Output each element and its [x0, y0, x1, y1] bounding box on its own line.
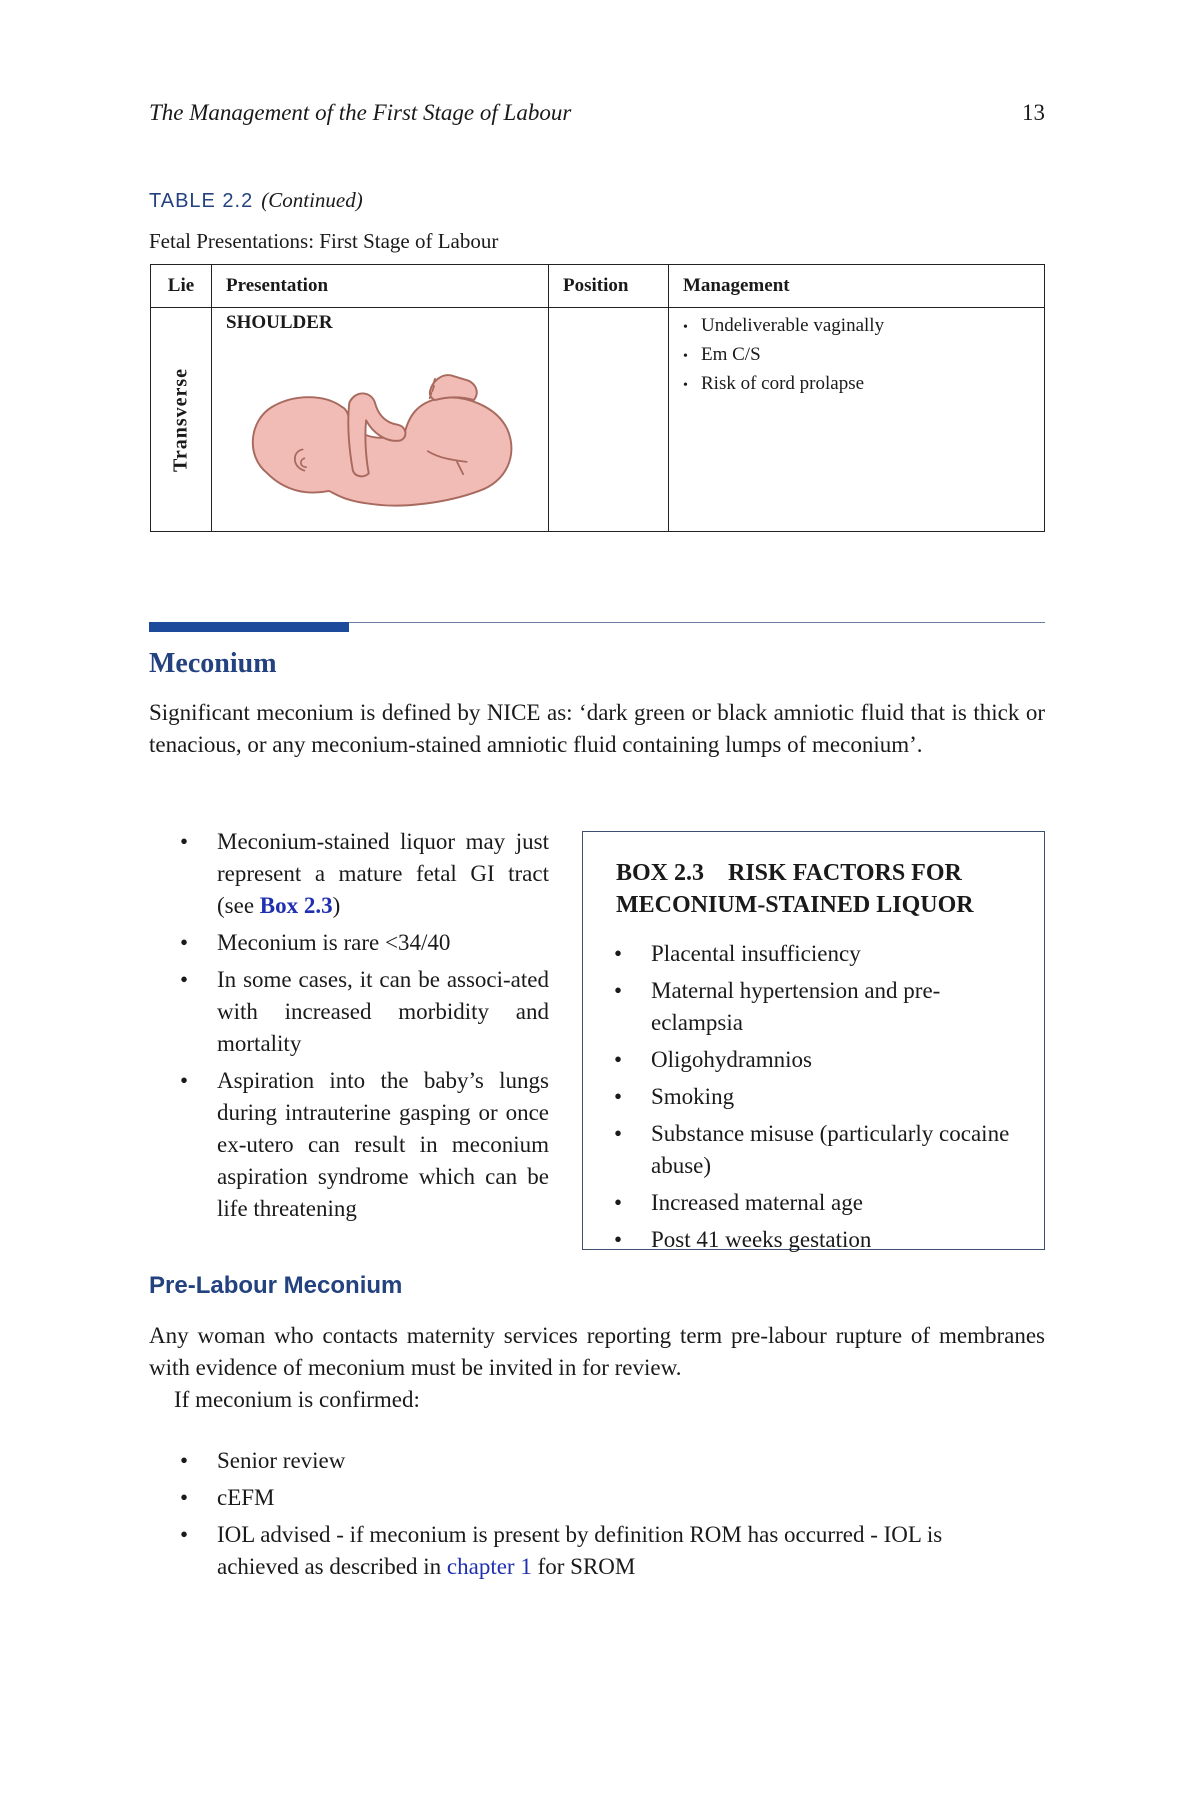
box-title-line-2: MECONIUM-STAINED LIQUOR: [616, 892, 974, 918]
table-number: TABLE 2.2: [149, 190, 254, 212]
lie-label: Transverse: [169, 367, 192, 472]
chapter-1-link[interactable]: chapter 1: [446, 1554, 532, 1579]
running-header-title: The Management of the First Stage of Labour: [149, 100, 572, 125]
list-item-text: IOL advised - if meconium is present by definition ROM has occurred - IOL is achieved as described in: [217, 1522, 943, 1579]
list-item: • Increased maternal age: [583, 1187, 1023, 1219]
list-item: • Oligohydramnios: [583, 1044, 1023, 1076]
box-title-line-1: BOX 2.3 RISK FACTORS FOR: [616, 860, 962, 886]
list-item-text: for SROM: [531, 1554, 636, 1579]
meconium-definition-paragraph: Significant meconium is defined by NICE as: ‘dark green or black amniotic fluid that is thick or tenacious, or any meconium-stained amniotic fluid containing lumps of meconium’.: [149, 700, 1045, 757]
pre-labour-lead: If meconium is confirmed:: [174, 1387, 420, 1412]
section-heading-pre-labour-meconium: Pre-Labour Meconium: [149, 1272, 403, 1299]
table-continued: (Continued): [261, 188, 363, 212]
column-header-presentation: Presentation: [212, 265, 549, 308]
section-heading-meconium: Meconium: [149, 648, 277, 679]
list-item: • In some cases, it can be associ-ated with increased morbidity and mortality: [149, 964, 549, 1060]
list-item: • Placental insufficiency: [583, 938, 1023, 970]
list-item: • Senior review: [149, 1445, 1029, 1477]
box-title: [616, 857, 974, 921]
risk-factors-list: [583, 938, 1023, 1261]
list-item: • Smoking: [583, 1081, 1023, 1113]
management-cell: [669, 308, 1045, 532]
column-header-management: Management: [669, 265, 1045, 308]
list-item: • Maternal hypertension and pre-eclampsia: [583, 975, 1023, 1039]
section-divider-accent: [149, 622, 349, 632]
list-item: • Substance misuse (particularly cocaine abuse): [583, 1118, 1023, 1182]
list-item: • Meconium is rare <34/40: [149, 927, 549, 959]
box-2-3-link[interactable]: Box 2.3: [259, 893, 333, 918]
position-cell: [549, 308, 669, 532]
page-number: 13: [1022, 100, 1045, 125]
pre-labour-bullet-list: [149, 1445, 1029, 1588]
fetus-transverse-illustration: [232, 348, 532, 528]
table-label: [149, 188, 363, 213]
list-item: [149, 1519, 1029, 1583]
column-header-lie: Lie: [151, 265, 212, 308]
management-item: • Em C/S: [683, 341, 1044, 370]
management-item: • Undeliverable vaginally: [683, 312, 1044, 341]
list-item: • Aspiration into the baby’s lungs during intrauterine gasping or once ex-utero can result in meconium aspiration syndrome which can be life threatening: [149, 1065, 549, 1225]
list-item-text: ): [332, 893, 341, 918]
table-caption: Fetal Presentations: First Stage of Labour: [149, 229, 499, 253]
table-row: [151, 308, 1045, 532]
table-header-row: [151, 265, 1045, 308]
list-item: [149, 826, 549, 922]
list-item: • Post 41 weeks gestation: [583, 1224, 1023, 1256]
presentation-label: SHOULDER: [226, 312, 333, 333]
pre-labour-paragraph: Any woman who contacts maternity services reporting term pre-labour rupture of membranes with evidence of meconium must be invited in for review.: [149, 1323, 1045, 1380]
risk-factors-box: [582, 831, 1045, 1250]
list-item: • cEFM: [149, 1482, 1029, 1514]
column-header-position: Position: [549, 265, 669, 308]
management-list: [669, 312, 1044, 399]
meconium-bullet-list: [149, 826, 549, 1230]
list-item-text: Meconium-stained liquor may just represent a mature fetal GI tract (see: [217, 829, 549, 918]
management-item: • Risk of cord prolapse: [683, 370, 1044, 399]
fetal-presentations-table: [150, 264, 1045, 532]
presentation-cell: [212, 308, 549, 532]
lie-cell: [151, 308, 212, 532]
